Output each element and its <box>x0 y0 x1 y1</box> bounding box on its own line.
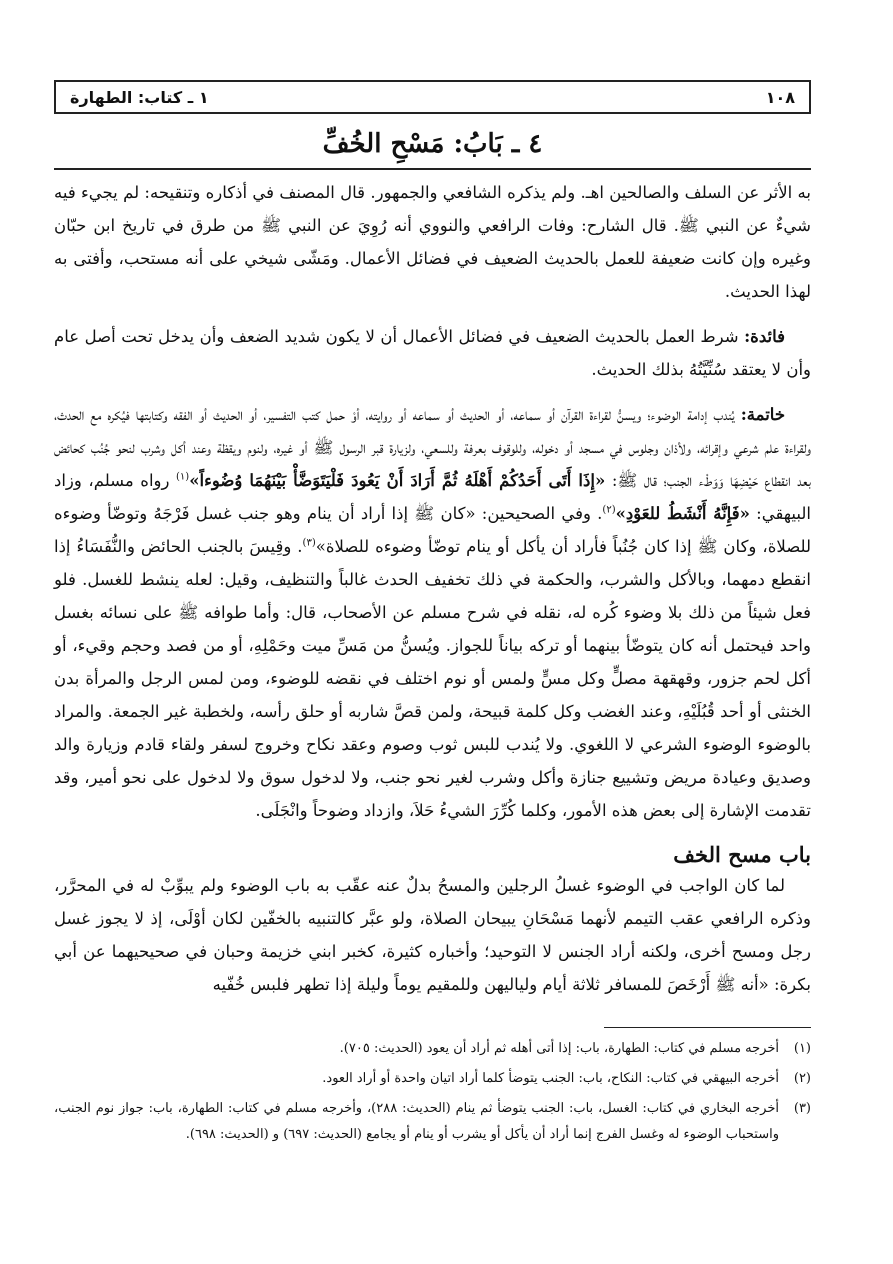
section-paragraph: لما كان الواجب في الوضوء غسلُ الرجلين والمسحُ بدلٌ عنه عقّب به باب الوضوء ولم يبوِّبْ له في المحرَّر، وذكره الرافعي عقب التيمم لأنهما مَسْحَانِ يبيحان الصلاة، ولو عبَّر كالتنبيه بالخفّين لكان أوْلَى، إذ لا يجوز غسل رجل ومسح أخرى، ولكنه أراد الجنس لا التوحيد؛ وأخباره كثيرة، كخبر ابني خزيمة وحبان في صحيحيهما عن أبي بكرة: «أنه ﷺ أَرْخَصَ للمسافر ثلاثة أيام ولياليهن وللمقيم يوماً وليلة إذا تطهر فلبس خُفّيه <box>54 876 811 994</box>
footnotes <box>54 1036 811 1148</box>
footnote-item <box>54 1036 811 1062</box>
khatima-text-3: . وفي الصحيحين: «كان ﷺ إذا أراد أن ينام وهو جنب غسل فَرْجَهُ وتوضّأ وضوءه للصلاة، وكان ﷺ إذا كان جُنُباً فأراد أن يأكل أو ينام توضّأ وضوءه للصلاة» <box>54 504 811 556</box>
faida-paragraph <box>54 320 811 386</box>
continuation-paragraph: به الأثر عن السلف والصالحين اهـ. ولم يذكره الشافعي والجمهور. قال المصنف في أذكاره وتنقيحه: لم يجيء فيه شيءٌ عن النبي ﷺ. قال الشارح: وفات الرافعي والنووي أنه رُوِيَ عن النبي ﷺ من طرق في تاريخ ابن حبّان وغيره وإن كانت ضعيفة للعمل بالحديث الضعيف في فضائل الأعمال. ومَشّى شيخي على أنه مستحب، وأفتى به لهذا الحديث. <box>54 183 811 301</box>
paragraph-gap <box>54 308 811 320</box>
khatima-paragraph <box>54 398 811 827</box>
faida-label: فائدة: <box>744 327 785 346</box>
footnote-text: أخرجه البخاري في كتاب: الغسل، باب: الجنب يتوضأ ثم ينام (الحديث: ٢٨٨)، وأخرجه مسلم في كتاب: الطهارة، باب: جواز نوم الجنب، واستحباب الوضوء له وغسل الفرج إنما أراد أن يأكل أو يشرب أو ينام أو يجامع (الحديث: ٦٩٧) و (الحديث: ٦٩٨). <box>54 1101 779 1142</box>
footnote-item <box>54 1066 811 1092</box>
khatima-text-2: رواه مسلم، وزاد البيهقي: <box>54 471 811 523</box>
footnote-number: (١) <box>793 1041 811 1056</box>
footnote-number: (٣) <box>793 1101 811 1116</box>
khatima-label: خاتمة: <box>740 405 786 424</box>
main-text <box>54 176 811 1001</box>
khatima-text-4: . وقِيسَ بالجنب الحائض والنُّفَسَاءُ إذا انقطع دمهما، وبالأكل والشرب، والحكمة في ذلك تخفيف الحدث غالباً والتنظيف، وقيل: لعله ينشط للغسل. فلو فعل شيئاً من ذلك بلا وضوء كُره له، نقله في شرح مسلم عن الأصحاب، قال: وأما طوافه ﷺ على نسائه بغسل واحد فيحتمل أنه كان يتوضّأ بينهما أو تركه بياناً للجواز. ويُسنُّ من مَسِّ ميت وحَمْلِهِ، أو من فصد وحجم وقيء، أو أكل لحم جزور، وقهقهة مصلٍّ وكل مسٍّ ولمس أو نوم اختلف في نقضه للوضوء، ومن لمس الرجل والمرأة بدن الخنثى أو أحد قُبُلَيْهِ، وعند الغضب وكل كلمة قبيحة، ولمن قصَّ شاربه أو حلق رأسه، ولخطبة غير الجمعة. والمراد بالوضوء الوضوء الشرعي لا اللغوي. ولا يُندب للبس ثوب وصوم وعقد نكاح وخروج لسفر ولقاء قادم وزيارة والد وصديق وعيادة مريض وتشييع جنازة وأكل وشرب لغير نحو جنب، ولا لدخول سوق ولا لدخول على نحو أمير، وقد تقدمت الإشارة إلى بعض هذه الأمور، وكلما كُرِّرَ الشيءُ حَلاَ، وازداد وضوحاً وانْجَلَى. <box>54 537 811 820</box>
footnote-number: (٢) <box>793 1071 811 1086</box>
footnote-ref-3[interactable]: (٣) <box>302 537 316 549</box>
paragraph-gap <box>54 386 811 398</box>
section-heading: باب مسح الخف <box>673 842 811 867</box>
footnote-item <box>54 1096 811 1148</box>
running-header <box>54 80 811 114</box>
hadith-quote-2: «فَإِنَّهُ أَنْشَطُ للعَوْدِ» <box>615 504 750 523</box>
footnote-text: أخرجه مسلم في كتاب: الطهارة، باب: إذا أتى أهله ثم أراد أن يعود (الحديث: ٧٠٥). <box>339 1041 779 1056</box>
running-title: ١ ـ كتاب: الطهارة <box>70 87 209 107</box>
title-divider <box>54 168 811 170</box>
footnote-divider <box>604 1027 811 1028</box>
footnote-text: أخرجه البيهقي في كتاب: النكاح، باب: الجنب يتوضأ كلما أراد اتيان واحدة أو أراد العود. <box>322 1071 779 1086</box>
hadith-quote-1: «إِذَا أَتَى أَحَدُكُمْ أَهْلَهُ ثُمَّ أَرَادَ أَنْ يَعُودَ فَلْيَتَوَضَّأْ بَيْنَهُمَا وُضُوءاً» <box>189 471 606 490</box>
footnote-ref-1[interactable]: (١) <box>176 471 190 483</box>
footnote-ref-2[interactable]: (٢) <box>602 504 616 516</box>
book-page <box>54 80 811 1152</box>
page-number: ١٠٨ <box>765 87 795 107</box>
chapter-title: ٤ ـ بَابُ: مَسْحِ الخُفِّ <box>322 129 543 159</box>
khatima-text-1: يُندب إدامة الوضوء؛ ويسنُّ لقراءة القرآن أو سماعه، أو الحديث أو سماعه أو روايته، أوْ حمل كتب التفسير، أو الحديث أو الفقه وكتابتها فيُكره مع الحدث، ولقراءة علم شرعي وإقرائه، ولأذان وجلوس في مسجد أو دخوله، وللوقوف بعرفة وللسعي، ولزيارة قبر الرسول ﷺ أو غيره، ولنوم ويقظة وعند أكل وشرب لنحو جُنُب كحائض بعد انقطاع حَيْضِهَا وَوَطْء الجنب؛ قال ﷺ: <box>54 405 811 490</box>
faida-text: شرط العمل بالحديث الضعيف في فضائل الأعمال أن لا يكون شديد الضعف وأن يدخل تحت أصل عام وأن لا يعتقد سُنِّيَّتُهُ بذلك الحديث. <box>54 327 811 379</box>
